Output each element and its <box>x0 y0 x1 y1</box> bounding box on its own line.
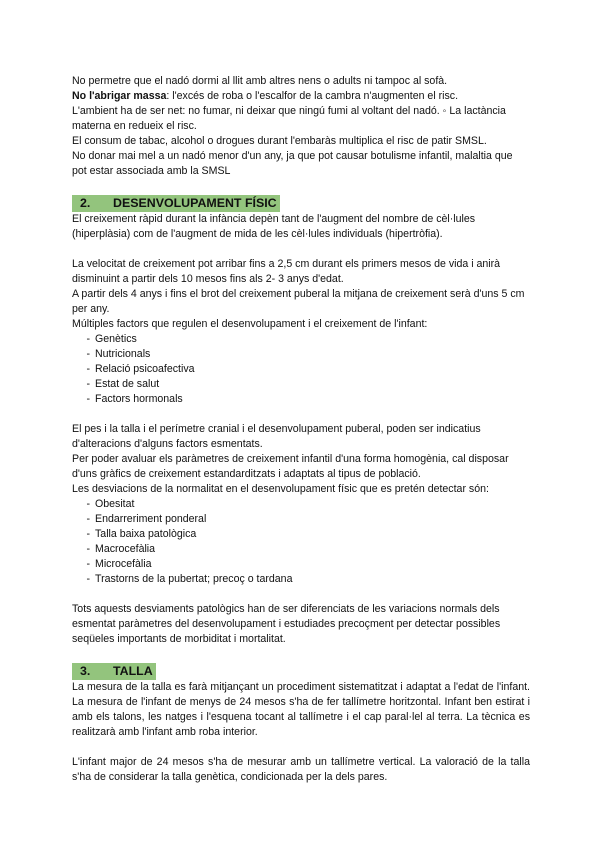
list-dash: - <box>86 363 90 375</box>
deviation-item-label: Macrocefàlia <box>95 543 156 555</box>
factors-list <box>72 332 530 407</box>
intro-line-4: El consum de tabac, alcohol o drogues durant l'embaràs multiplica el risc de patir SMSL. <box>72 135 487 147</box>
list-dash: - <box>86 498 90 510</box>
factor-item-label: Nutricionals <box>95 348 151 360</box>
list-dash: - <box>86 348 90 360</box>
section-2-paragraph-5: El pes i la talla i el perímetre cranial i el desenvolupament puberal, poden ser indicatius d'alteracions d'alguns factors esmentats. <box>72 423 481 450</box>
section-2-number: 2. <box>80 196 91 210</box>
list-dash: - <box>86 558 90 570</box>
intro-line-2-rest: : l'excés de roba o l'escalfor de la cambra n'augmenten el risc. <box>166 90 459 102</box>
deviation-item-label: Obesitat <box>95 498 135 510</box>
section-3-title: TALLA <box>113 664 153 678</box>
deviation-item <box>72 512 530 527</box>
section-2-paragraph-1: El creixement ràpid durant la infància depèn tant de l'augment del nombre de cèl·lules (hiperplàsia) com de l'augment de mida de les cèl·lules individuals (hipertròfia). <box>72 213 476 240</box>
section-2-paragraph-8: Tots aquests desviaments patològics han de ser diferenciats de les variacions normals dels esmentat paràmetres del desenvolupament i estudiades precoçment per detectar possibles seqüeles importants de morbiditat i mortalitat. <box>72 603 501 645</box>
section-2-paragraph-7: Les desviacions de la normalitat en el desenvolupament físic que es pretén detectar són: <box>72 483 489 495</box>
deviation-item <box>72 572 530 587</box>
factor-item-label: Relació psicoafectiva <box>95 363 195 375</box>
factor-item-label: Genètics <box>95 333 137 345</box>
list-dash: - <box>86 378 90 390</box>
factor-item-label: Factors hormonals <box>95 393 183 405</box>
intro-line-3: L'ambient ha de ser net: no fumar, ni deixar que ningú fumi al voltant del nadó. ◦ La lactància materna en redueix el risc. <box>72 105 506 132</box>
section-2-paragraph-2: La velocitat de creixement pot arribar fins a 2,5 cm durant els primers mesos de vida i anirà disminuint a partir dels 10 mesos fins als 2- 3 anys d'edat. <box>72 258 501 285</box>
factor-item-label: Estat de salut <box>95 378 160 390</box>
list-dash: - <box>86 543 90 555</box>
list-dash: - <box>86 393 90 405</box>
intro-line-1: No permetre que el nadó dormi al llit amb altres nens o adults ni tampoc al sofà. <box>72 75 448 87</box>
deviation-item-label: Endarreriment ponderal <box>95 513 207 525</box>
deviation-item-label: Talla baixa patològica <box>95 528 197 540</box>
intro-line-5: No donar mai mel a un nadó menor d'un any, ja que pot causar botulisme infantil, malaltia que pot estar associada amb la SMSL <box>72 150 513 177</box>
deviation-item <box>72 557 530 572</box>
list-dash: - <box>86 333 90 345</box>
deviation-item <box>72 542 530 557</box>
deviation-item <box>72 497 530 512</box>
list-dash: - <box>86 513 90 525</box>
deviation-item-label: Microcefàlia <box>95 558 152 570</box>
section-2-title: DESENVOLUPAMENT FÍSIC <box>113 196 277 210</box>
section-2-heading <box>72 195 280 212</box>
section-3-number: 3. <box>80 664 91 678</box>
deviations-list <box>72 497 530 587</box>
intro-line-2 <box>72 89 530 104</box>
section-2-paragraph-4: Múltiples factors que regulen el desenvolupament i el creixement de l'infant: <box>72 318 428 330</box>
section-2-paragraph-3: A partir dels 4 anys i fins el brot del creixement puberal la mitjana de creixement serà d'uns 5 cm per any. <box>72 288 525 315</box>
factor-item <box>72 362 530 377</box>
list-dash: - <box>86 528 90 540</box>
list-dash: - <box>86 573 90 585</box>
factor-item <box>72 332 530 347</box>
section-3-paragraph-1: La mesura de la talla es farà mitjançant un procediment sistematitzat i adaptat a l'edat de l'infant. La mesura de l'infant de menys de 24 mesos s'ha de fer tallímetre horitzontal. Infant ben estirat i amb els talons, les natges i l'esquena tocant al tallímetre i el cap paral·lel al terra. La tècnica es realitzarà amb l'infant amb roba interior. <box>72 681 530 738</box>
document-content <box>72 74 530 785</box>
section-3-paragraph-2: L'infant major de 24 mesos s'ha de mesurar amb un tallímetre vertical. La valoració de la talla s'ha de considerar la talla genètica, condicionada per la dels pares. <box>72 756 530 783</box>
intro-line-2-bold: No l'abrigar massa <box>72 90 167 102</box>
factor-item <box>72 392 530 407</box>
deviation-item-label: Trastorns de la pubertat; precoç o tardana <box>95 573 293 585</box>
factor-item <box>72 377 530 392</box>
factor-item <box>72 347 530 362</box>
section-3-heading <box>72 663 156 680</box>
section-2-paragraph-6: Per poder avaluar els paràmetres de creixement infantil d'una forma homogènia, cal disposar d'uns gràfics de creixement estandarditzats i adaptats al tipus de població. <box>72 453 509 480</box>
deviation-item <box>72 527 530 542</box>
